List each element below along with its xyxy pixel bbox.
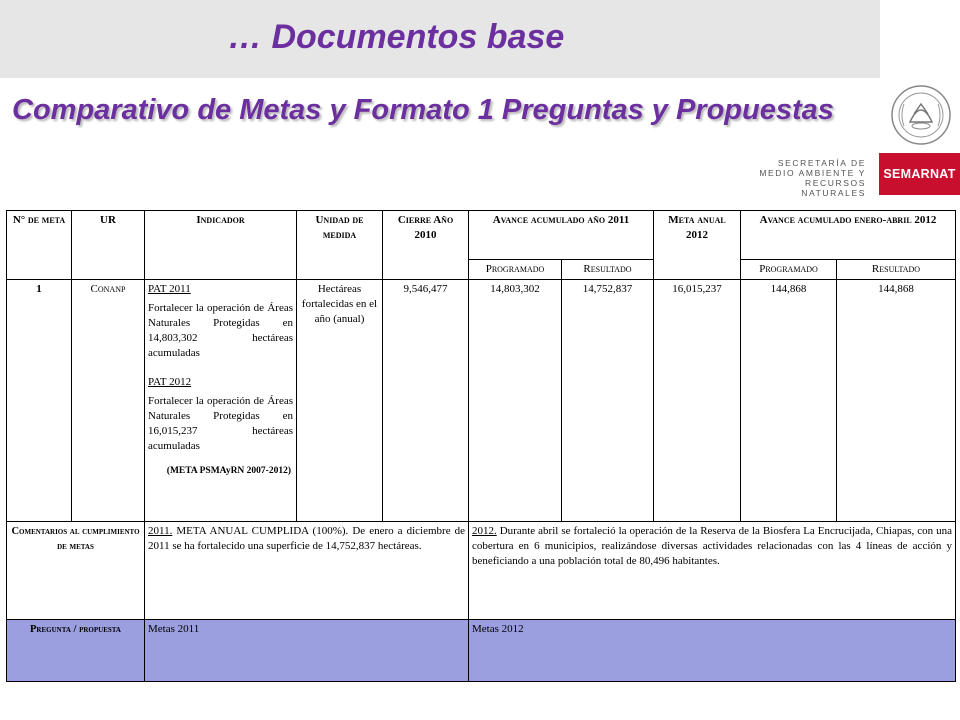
- pat-2011-title: PAT 2011: [148, 283, 191, 295]
- agency-name: SECRETARÍA DE MEDIO AMBIENTE Y RECURSOS NATURALES: [759, 158, 866, 198]
- cell-ur: Conanp: [72, 280, 145, 522]
- comment-2012: [469, 522, 956, 620]
- questions-metas-2011: Metas 2011: [145, 620, 469, 682]
- header-meta-anual-2012: Meta anual 2012: [654, 211, 741, 280]
- comments-label: Comentarios al cumplimiento de metas: [7, 522, 145, 620]
- comment-2011-text: META ANUAL CUMPLIDA (100%). De enero a diciembre de 2011 se ha fortalecido una superficie de 14,752,837 hectáreas.: [148, 525, 465, 552]
- comment-2012-text: Durante abril se fortaleció la operación de la Reserva de la Biosfera La Encrucijada, Chiapas, con una cobertura en 6 municipios, realizándose diversas actividades relacionadas con las 4 líneas de acción y beneficiando a una población total de 80,496 habitantes.: [472, 525, 952, 567]
- header-programado-2012: Programado: [741, 260, 837, 280]
- header-num-meta: N° de meta: [7, 211, 72, 280]
- psmayrn-note: (META PSMAyRN 2007-2012): [166, 466, 291, 476]
- cell-meta-2012: 16,015,237: [654, 280, 741, 522]
- questions-label: Pregunta / propuesta: [7, 620, 145, 682]
- pat-2012-text: Fortalecer la operación de Áreas Naturales Protegidas en 16,015,237 hectáreas acumuladas: [148, 395, 293, 452]
- cell-cierre-2010: 9,546,477: [383, 280, 469, 522]
- cell-indicador: [145, 280, 297, 522]
- header-avance-2011: Avance acumulado año 2011: [469, 211, 654, 260]
- header-indicador: Indicador: [145, 211, 297, 280]
- header-ur: UR: [72, 211, 145, 280]
- goals-table: [6, 210, 956, 682]
- pat-2012-title: PAT 2012: [148, 376, 192, 388]
- questions-row: [7, 620, 956, 682]
- header-programado-2011: Programado: [469, 260, 562, 280]
- comment-2011-year: 2011.: [148, 525, 173, 537]
- header-cierre-2010: Cierre Año 2010: [383, 211, 469, 280]
- page-subtitle: Comparativo de Metas y Formato 1 Preguntas y Propuestas: [12, 94, 834, 126]
- cell-programado-2012: 144,868: [741, 280, 837, 522]
- header-resultado-2012: Resultado: [837, 260, 956, 280]
- header-resultado-2011: Resultado: [562, 260, 654, 280]
- cell-num: 1: [7, 280, 72, 522]
- pat-2011-text: Fortalecer la operación de Áreas Naturales Protegidas en 14,803,302 hectáreas acumuladas: [148, 302, 293, 359]
- semarnat-badge: SEMARNAT: [879, 153, 960, 195]
- header-avance-2012: Avance acumulado enero-abril 2012: [741, 211, 956, 260]
- comment-2012-year: 2012.: [472, 525, 497, 537]
- header-unidad-medida: Unidad de medida: [297, 211, 383, 280]
- comments-row: [7, 522, 956, 620]
- page-title: … Documentos base: [228, 18, 565, 56]
- comment-2011: [145, 522, 469, 620]
- cell-unidad: Hectáreas fortalecidas en el año (anual): [297, 280, 383, 522]
- cell-programado-2011: 14,803,302: [469, 280, 562, 522]
- cell-resultado-2011: 14,752,837: [562, 280, 654, 522]
- cell-resultado-2012: 144,868: [837, 280, 956, 522]
- mexican-coat-of-arms-icon: [890, 84, 952, 146]
- table-row: [7, 280, 956, 522]
- table-header-row: [7, 211, 956, 260]
- questions-metas-2012: Metas 2012: [469, 620, 956, 682]
